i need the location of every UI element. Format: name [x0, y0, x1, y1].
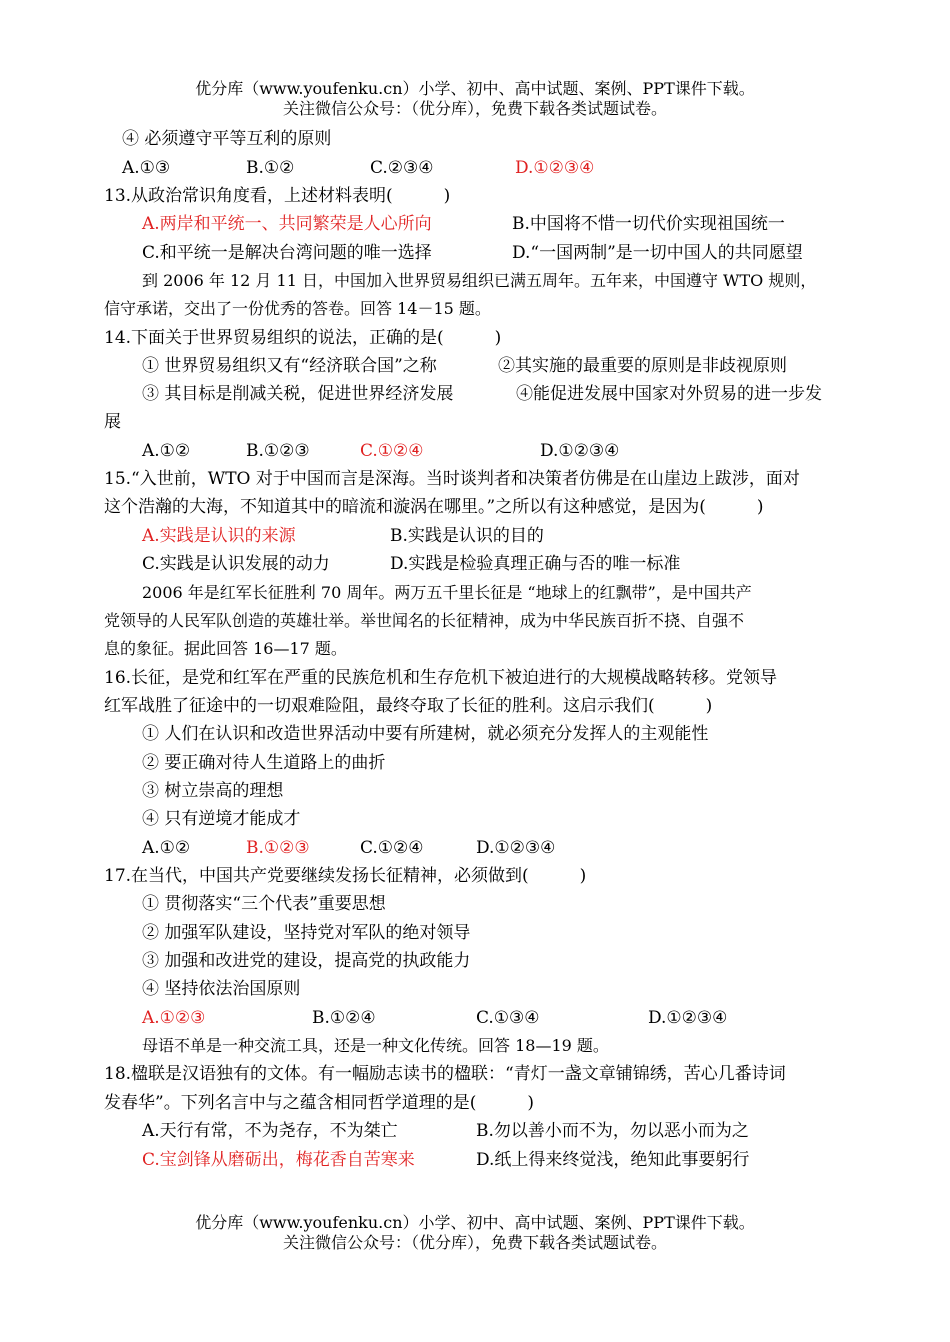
q17-option-c: C.①③④ [476, 1008, 540, 1028]
page-header-line2: 关注微信公众号：（优分库），免费下载各类试题试卷。 [282, 99, 667, 118]
q16-stem-line1: 16.长征，是党和红军在严重的民族危机和生存危机下被迫进行的大规模战略转移。党领导 [104, 668, 778, 688]
q16-stem-line2: 红军战胜了征途中的一切艰难险阻，最终夺取了长征的胜利。这启示我们( ) [104, 696, 713, 716]
q16-item2: ② 要正确对待人生道路上的曲折 [142, 753, 386, 773]
q14-option-d: D.①②③④ [540, 441, 620, 461]
q18-option-b: B.勿以善小而不为，勿以恶小而为之 [476, 1121, 749, 1141]
q15-option-c: C.实践是认识发展的动力 [142, 554, 330, 574]
q17-item1: ① 贯彻落实“三个代表”重要思想 [142, 894, 386, 914]
passage2-line2: 党领导的人民军队创造的英雄壮举。举世闻名的长征精神，成为中华民族百折不挠、自强不 [104, 611, 745, 630]
q13-option-b: B.中国将不惜一切代价实现祖国统一 [512, 214, 785, 234]
q16-option-c: C.①②④ [360, 838, 424, 858]
q18-stem-line2: 发春华”。下列名言中与之蕴含相同哲学道理的是( ) [104, 1093, 534, 1113]
q16-item4: ④ 只有逆境才能成才 [142, 809, 301, 829]
q17-item2: ② 加强军队建设，坚持党对军队的绝对领导 [142, 923, 471, 943]
q14-item4: ④能促进发展中国家对外贸易的进一步发 [516, 384, 822, 404]
page-header-line1: 优分库（www.youfenku.cn）小学、初中、高中试题、案例、PPT课件下载。 [195, 79, 755, 98]
passage2-line3: 息的象征。据此回答 16—17 题。 [104, 639, 347, 658]
q12-option-c: C.②③④ [370, 158, 434, 178]
q14-option-a: A.①② [142, 441, 191, 461]
page-footer-line1: 优分库（www.youfenku.cn）小学、初中、高中试题、案例、PPT课件下载。 [195, 1213, 755, 1232]
q15-option-a-answer: A.实践是认识的来源 [142, 526, 296, 546]
q14-option-c-answer: C.①②④ [360, 441, 424, 461]
q17-stem: 17.在当代，中国共产党要继续发扬长征精神，必须做到( ) [104, 866, 587, 886]
q14-option-b: B.①②③ [246, 441, 310, 461]
q14-item1: ① 世界贸易组织又有“经济联合国”之称 [142, 356, 437, 376]
q18-option-d: D.纸上得来终觉浅，绝知此事要躬行 [476, 1150, 750, 1170]
q12-option-d-answer: D.①②③④ [515, 158, 595, 178]
q17-option-a-answer: A.①②③ [142, 1008, 206, 1028]
q13-option-c: C.和平统一是解决台湾问题的唯一选择 [142, 243, 432, 263]
q14-item4-cont: 展 [104, 412, 121, 432]
q15-stem-line1: 15.“入世前，WTO 对于中国而言是深海。当时谈判者和决策者仿佛是在山崖边上跋涉，面对 [104, 469, 800, 489]
q17-option-d: D.①②③④ [648, 1008, 728, 1028]
q16-item3: ③ 树立崇高的理想 [142, 781, 284, 801]
q13-option-a-answer: A.两岸和平统一、共同繁荣是人心所向 [142, 214, 432, 234]
page-footer-line2: 关注微信公众号：（优分库），免费下载各类试题试卷。 [282, 1233, 667, 1252]
q16-item1: ① 人们在认识和改造世界活动中要有所建树，就必须充分发挥人的主观能性 [142, 724, 709, 744]
q17-item3: ③ 加强和改进党的建设，提高党的执政能力 [142, 951, 471, 971]
q14-stem: 14.下面关于世界贸易组织的说法，正确的是( ) [104, 328, 502, 348]
q18-option-c-answer: C.宝剑锋从磨砺出，梅花香自苦寒来 [142, 1150, 415, 1170]
passage1-line2: 信守承诺，交出了一份优秀的答卷。回答 14－15 题。 [104, 299, 491, 318]
q15-option-d: D.实践是检验真理正确与否的唯一标准 [390, 554, 681, 574]
q14-item3: ③ 其目标是削减关税，促进世界经济发展 [142, 384, 454, 404]
q14-item2: ②其实施的最重要的原则是非歧视原则 [498, 356, 787, 376]
q16-option-a: A.①② [142, 838, 191, 858]
q18-option-a: A.天行有常，不为尧存，不为桀亡 [142, 1121, 398, 1141]
q15-stem-line2: 这个浩瀚的大海，不知道其中的暗流和漩涡在哪里。”之所以有这种感觉，是因为( ) [104, 497, 764, 517]
passage2-line1: 2006 年是红军长征胜利 70 周年。两万五千里长征是 “地球上的红飘带”，是中国共产 [142, 583, 752, 602]
q13-option-d: D.“一国两制”是一切中国人的共同愿望 [512, 243, 803, 263]
q12-option-b: B.①② [246, 158, 295, 178]
q18-stem-line1: 18.楹联是汉语独有的文体。有一幅励志读书的楹联：“青灯一盏文章铺锦绣，苦心几番诗词 [104, 1064, 786, 1084]
q16-option-b-answer: B.①②③ [246, 838, 310, 858]
q13-stem: 13.从政治常识角度看，上述材料表明( ) [104, 186, 451, 206]
q12-item4: ④ 必须遵守平等互利的原则 [122, 129, 332, 149]
q15-option-b: B.实践是认识的目的 [390, 526, 544, 546]
passage1-line1: 到 2006 年 12 月 11 日，中国加入世界贸易组织已满五周年。五年来，中国遵守 WTO 规则， [142, 271, 817, 290]
q17-item4: ④ 坚持依法治国原则 [142, 979, 301, 999]
q17-option-b: B.①②④ [312, 1008, 376, 1028]
passage3: 母语不单是一种交流工具，还是一种文化传统。回答 18—19 题。 [142, 1036, 609, 1055]
q16-option-d: D.①②③④ [476, 838, 556, 858]
q12-option-a: A.①③ [122, 158, 171, 178]
